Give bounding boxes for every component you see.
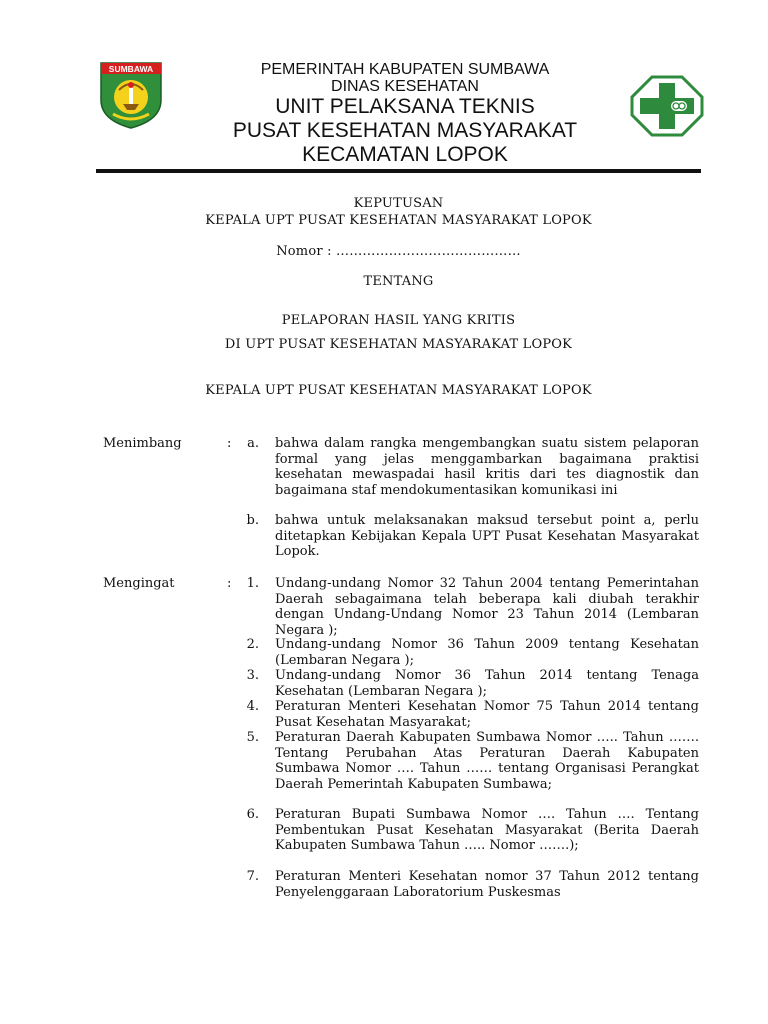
decree-number: Nomor : …………………………………… <box>276 244 521 259</box>
decree-heading: KEPUTUSAN <box>353 196 444 211</box>
mengingat-marker: 7. <box>246 869 259 884</box>
puskesmas-cross-emblem <box>630 75 704 137</box>
menimbang-item: bahwa dalam rangka mengembangkan suatu sistem pelaporan formal yang jelas menggambarkan bagaimana praktisi kesehatan mewaspadai hasil kritis dari tes diagnostik dan bagaimana staf mendokumentasikan komunikasi ini <box>275 436 699 498</box>
mengingat-colon: : <box>227 576 232 591</box>
menimbang-colon: : <box>227 436 232 451</box>
mengingat-item: Peraturan Bupati Sumbawa Nomor …. Tahun …. Tentang Pembentukan Pusat Kesehatan Masyarakat (Berita Daerah Kabupaten Sumbawa Tahun ….. Nomor …….); <box>275 807 699 854</box>
header-unit-line: UNIT PELAKSANA TEKNIS <box>275 95 535 118</box>
menimbang-label: Menimbang <box>103 436 182 451</box>
mengingat-item: Undang-undang Nomor 32 Tahun 2004 tentang Pemerintahan Daerah sebagaimana telah beberapa kali diubah terakhir dengan Undang-Undang Nomor 23 Tahun 2014 (Lembaran Negara ); <box>275 576 699 638</box>
decree-issuer: KEPALA UPT PUSAT KESEHATAN MASYARAKAT LOPOK <box>205 213 592 228</box>
header-government-line: PEMERINTAH KABUPATEN SUMBAWA <box>260 61 550 78</box>
mengingat-marker: 1. <box>246 576 259 591</box>
mengingat-item: Undang-undang Nomor 36 Tahun 2009 tentang Kesehatan (Lembaran Negara ); <box>275 637 699 668</box>
mengingat-item: Peraturan Daerah Kabupaten Sumbawa Nomor ….. Tahun ……. Tentang Perubahan Atas Peraturan Daerah Kabupaten Sumbawa Nomor …. Tahun …… tentang Organisasi Perangkat Daerah Pemerintah Kabupaten Sumbawa; <box>275 730 699 792</box>
mengingat-item: Undang-undang Nomor 36 Tahun 2014 tentang Tenaga Kesehatan (Lembaran Negara ); <box>275 668 699 699</box>
mengingat-label: Mengingat <box>103 576 175 591</box>
mengingat-marker: 4. <box>246 699 259 714</box>
mengingat-marker: 5. <box>246 730 259 745</box>
mengingat-marker: 2. <box>246 637 259 652</box>
header-department-line: DINAS KESEHATAN <box>331 78 479 95</box>
svg-text:SUMBAWA: SUMBAWA <box>108 64 154 74</box>
header-center-line: PUSAT KESEHATAN MASYARAKAT <box>232 119 578 142</box>
header-divider <box>96 169 701 173</box>
tentang-heading: TENTANG <box>363 274 434 289</box>
mengingat-item: Peraturan Menteri Kesehatan nomor 37 Tahun 2012 tentang Penyelenggaraan Laboratorium Puskesmas <box>275 869 699 900</box>
sumbawa-regency-emblem <box>97 60 165 130</box>
decree-subject-line2: DI UPT PUSAT KESEHATAN MASYARAKAT LOPOK <box>224 337 573 352</box>
menimbang-marker: b. <box>246 513 259 528</box>
mengingat-marker: 6. <box>246 807 259 822</box>
decree-authority: KEPALA UPT PUSAT KESEHATAN MASYARAKAT LOPOK <box>205 383 592 398</box>
decree-subject-line1: PELAPORAN HASIL YANG KRITIS <box>281 313 516 328</box>
header-district-line: KECAMATAN LOPOK <box>302 143 508 166</box>
menimbang-item: bahwa untuk melaksanakan maksud tersebut point a, perlu ditetapkan Kebijakan Kepala UPT Pusat Kesehatan Masyarakat Lopok. <box>275 513 699 560</box>
mengingat-item: Peraturan Menteri Kesehatan Nomor 75 Tahun 2014 tentang Pusat Kesehatan Masyarakat; <box>275 699 699 730</box>
menimbang-marker: a. <box>247 436 259 451</box>
mengingat-marker: 3. <box>246 668 259 683</box>
